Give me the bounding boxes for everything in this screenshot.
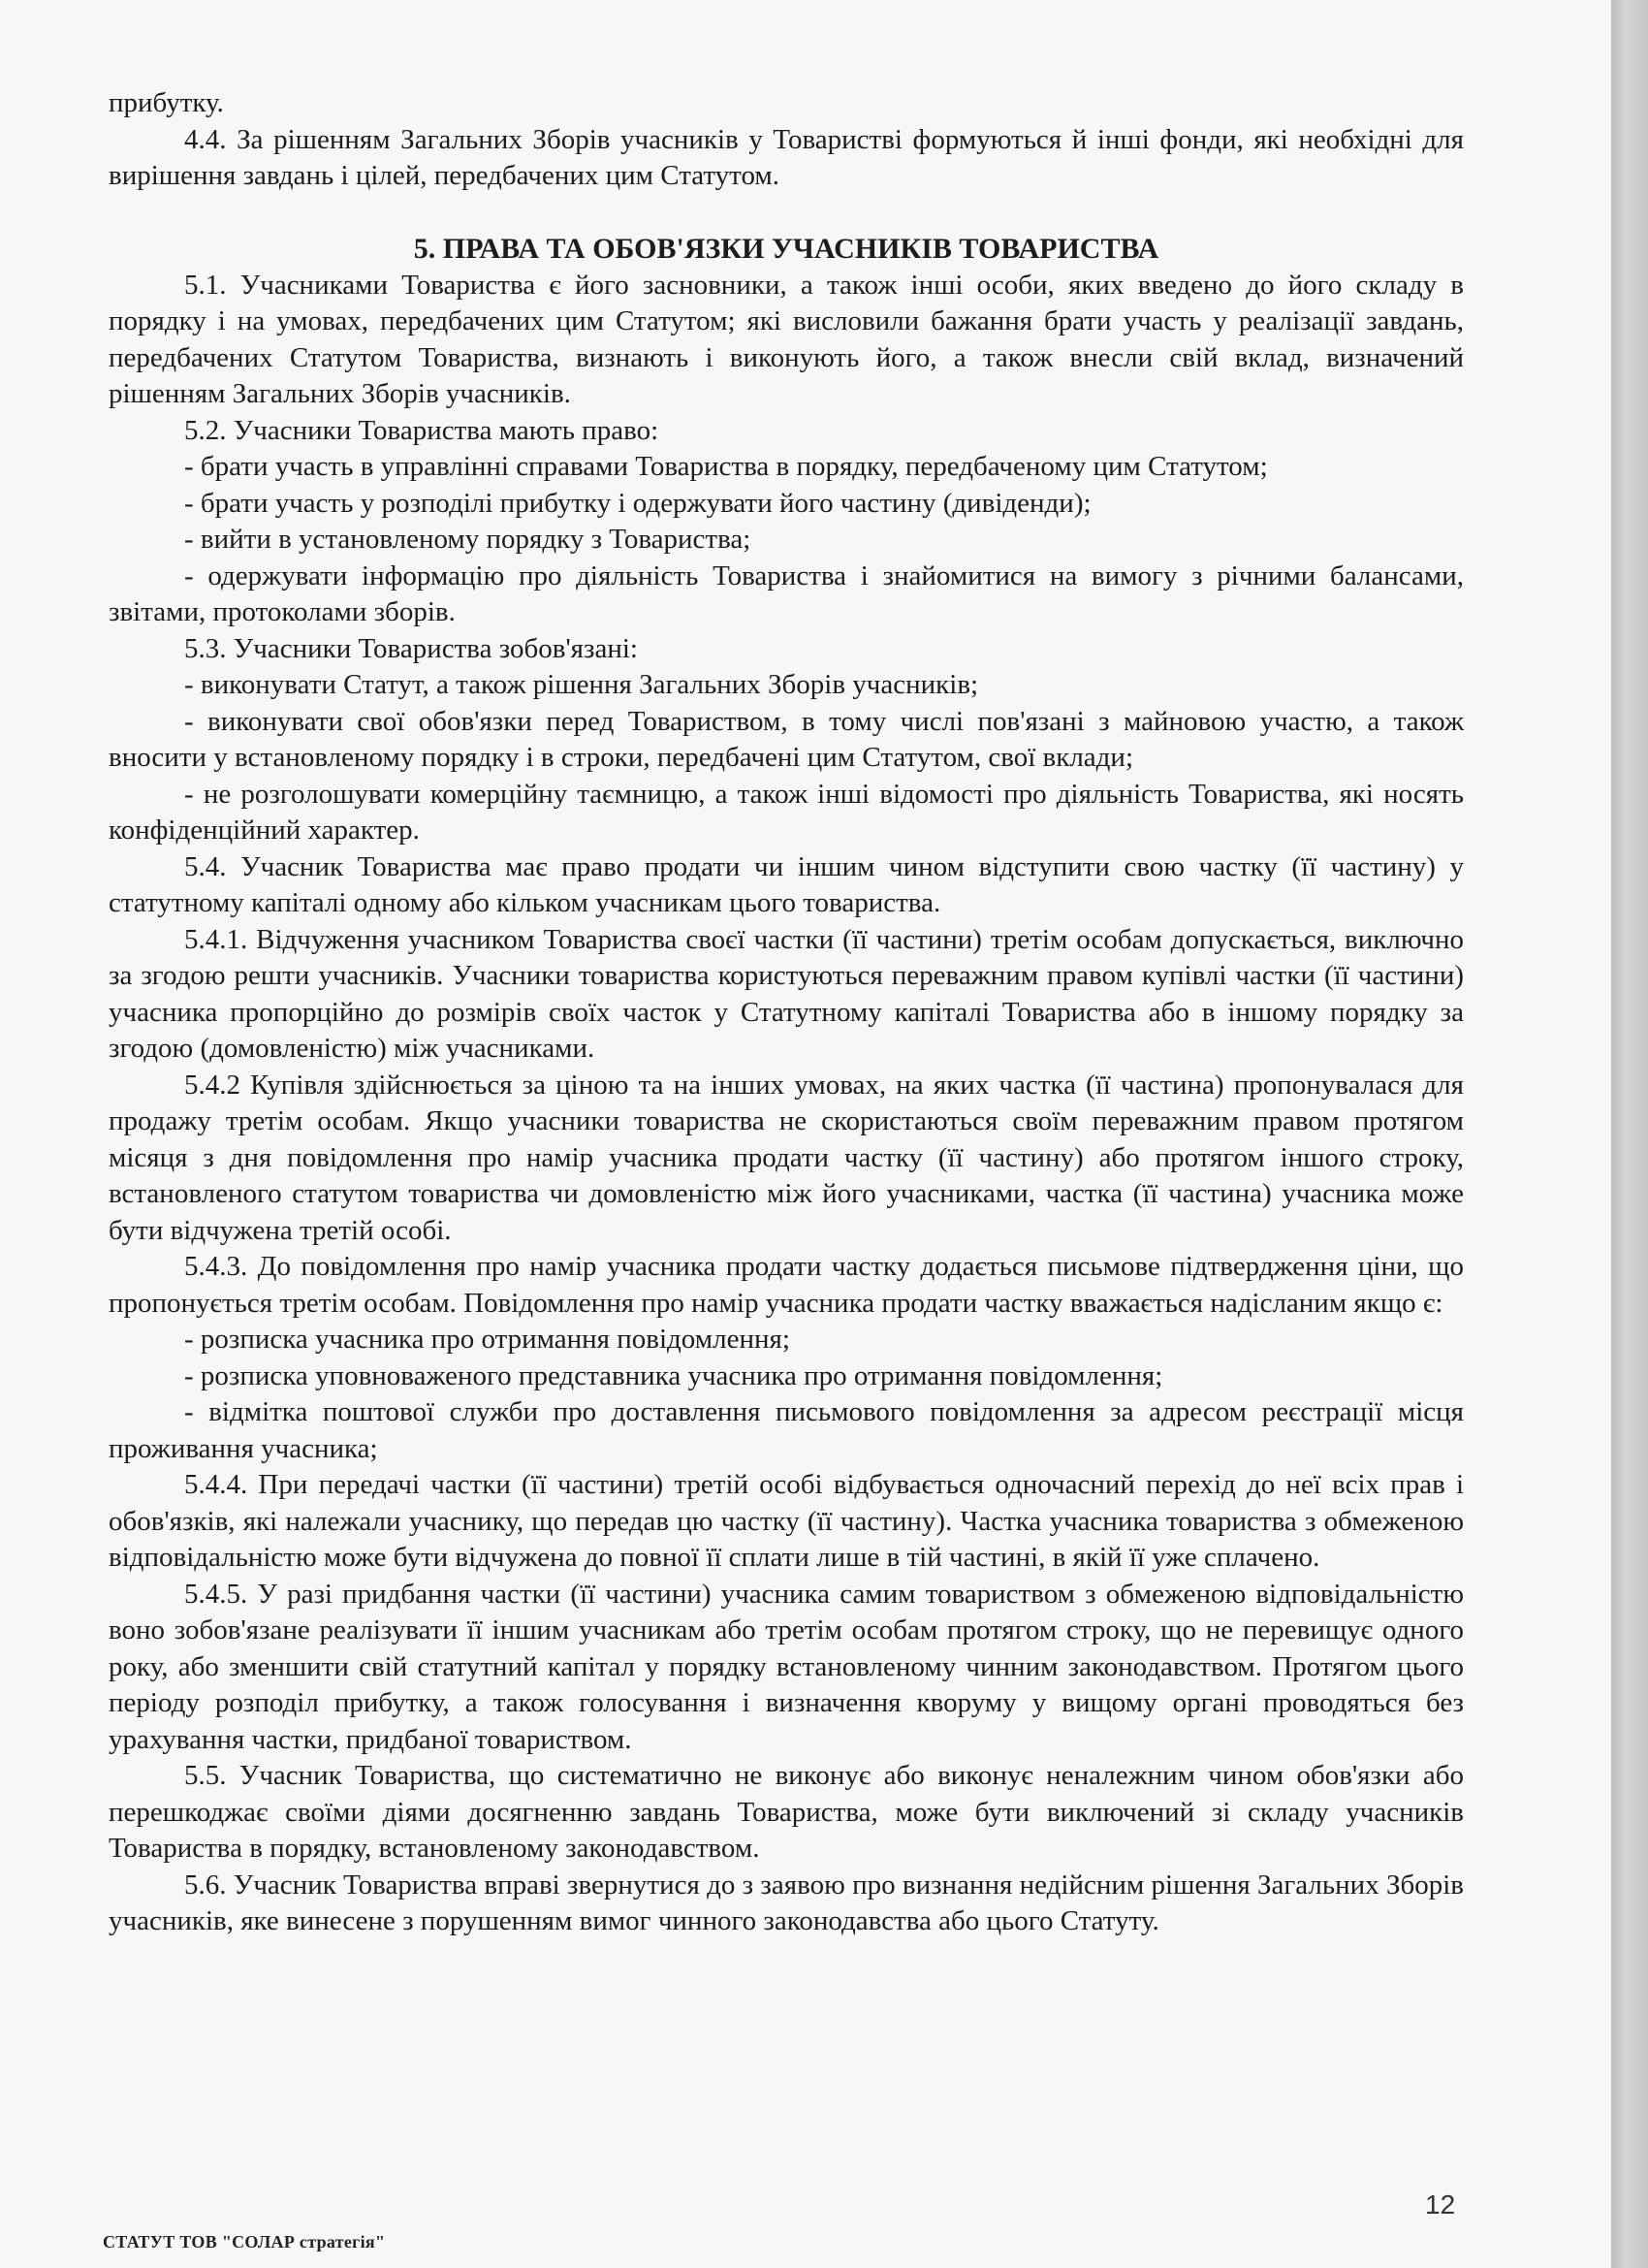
notice-item: - розписка учасника про отримання повідомлення; — [184, 1324, 790, 1355]
scanner-edge — [1611, 0, 1648, 2268]
paragraph-5-5: 5.5. Учасник Товариства, що систематично не виконує або виконує неналежним чином обов'язки або перешкоджає своїми діями досягненню завдань Товариства, може бути виключений зі складу учасників Товариства в порядку, встановленому законодавством. — [109, 1760, 1464, 1864]
paragraph-5-4: 5.4. Учасник Товариства має право продати чи іншим чином відступити свою частку (її частину) у статутному капіталі одному або кільком учасникам цього товариства. — [109, 850, 1464, 918]
duties-item: - виконувати Статут, а також рішення Загальних Зборів учасників; — [184, 669, 979, 700]
footer-document-title: СТАТУТ ТОВ "СОЛАР стратегія" — [103, 2232, 386, 2252]
rights-item: - брати участь у розподілі прибутку і одержувати його частину (дивіденди); — [184, 487, 1092, 519]
paragraph-5-4-1: 5.4.1. Відчуження учасником Товариства своєї частки (її частини) третім особам допускається, виключно за згодою решти учасників. Учасники товариства користуються переважним правом купівлі частки (її частини) учасника пропорційно до розмірів своїх часток у Статутному капіталі Товариства або в іншому порядку за згодою (домовленістю) між учасниками. — [109, 923, 1464, 1064]
paragraph-5-1: 5.1. Учасниками Товариства є його засновники, а також інші особи, яких введено до його складу в порядку і на умовах, передбачених цим Статутом; які висловили бажання брати участь у реалізації завдань, передбачених Статутом Товариства, визнають і виконують його, а також внесли свій вклад, визначений рішенням Загальних Зборів учасників. — [109, 269, 1464, 409]
paragraph-5-3: 5.3. Учасники Товариства зобов'язані: — [184, 632, 638, 664]
paragraph-top-line: прибутку. — [109, 87, 224, 118]
document-body — [109, 85, 1464, 1940]
rights-item: - одержувати інформацію про діяльність Товариства і знайомитися на вимогу з річними балансами, звітами, протоколами зборів. — [109, 559, 1464, 627]
paragraph-5-4-3: 5.4.3. До повідомлення про намір учасника продати частку додається письмове підтвердження ціни, що пропонується третім особам. Повідомлення про намір учасника продати частку вважається надісланим якщо є: — [109, 1251, 1464, 1319]
page-number: 12 — [1425, 2189, 1456, 2220]
duties-item: - не розголошувати комерційну таємницю, а також інші відомості про діяльність Товариства, які носять конфіденційний характер. — [109, 778, 1464, 846]
duties-item: - виконувати свої обов'язки перед Товариством, в тому числі пов'язані з майновою участю, а також вносити у встановленому порядку і в строки, передбачені цим Статутом, свої вклади; — [109, 705, 1464, 773]
paragraph-5-4-5: 5.4.5. У разі придбання частки (її частини) учасника самим товариством з обмеженою відповідальністю воно зобов'язане реалізувати її іншим учасникам або третім особам протягом строку, що не перевищує одного року, або зменшити свій статутний капітал у порядку встановленому чинним законодавством. Протягом цього періоду розподіл прибутку, а також голосування і визначення кворуму у вищому органі проводяться без урахування частки, придбаної товариством. — [109, 1578, 1464, 1755]
paragraph-5-6: 5.6. Учасник Товариства вправі звернутися до з заявою про визнання недійсним рішення Загальних Зборів учасників, яке винесене з порушенням вимог чинного законодавства або цього Статуту. — [109, 1869, 1464, 1936]
rights-item: - брати участь в управлінні справами Товариства в порядку, передбаченому цим Статутом; — [184, 451, 1268, 482]
paragraph-5-4-2: 5.4.2 Купівля здійснюється за ціною та на інших умовах, на яких частка (її частина) пропонувалася для продажу третім особам. Якщо учасники товариства не скористаються своїм переважним правом протягом місяця з дня повідомлення про намір учасника продати частку (її частину) або протягом іншого строку, встановленого статутом товариства чи домовленістю між його учасниками, частка (її частина) учасника може бути відчужена третій особі. — [109, 1069, 1464, 1246]
paragraph-5-2: 5.2. Учасники Товариства мають право: — [184, 414, 659, 446]
notice-item: - відмітка поштової служби про доставлення письмового повідомлення за адресом реєстрації місця проживання учасника; — [109, 1396, 1464, 1464]
paragraph-4-4: 4.4. За рішенням Загальних Зборів учасників у Товаристві формуються й інші фонди, які необхідні для вирішення завдань і цілей, передбачених цим Статутом. — [109, 123, 1464, 191]
paragraph-5-4-4: 5.4.4. При передачі частки (її частини) третій особі відбувається одночасний перехід до неї всіх прав і обов'язків, які належали учаснику, що передав цю частку (її частину). Частка учасника товариства з обмеженою відповідальністю може бути відчужена до повної її сплати лише в тій частині, в якій її уже сплачено. — [109, 1469, 1464, 1573]
rights-item: - вийти в установленому порядку з Товариства; — [184, 524, 751, 555]
notice-item: - розписка уповноваженого представника учасника про отримання повідомлення; — [184, 1359, 1163, 1391]
section-title: 5. ПРАВА ТА ОБОВ'ЯЗКИ УЧАСНИКІВ ТОВАРИСТВА — [413, 232, 1159, 265]
